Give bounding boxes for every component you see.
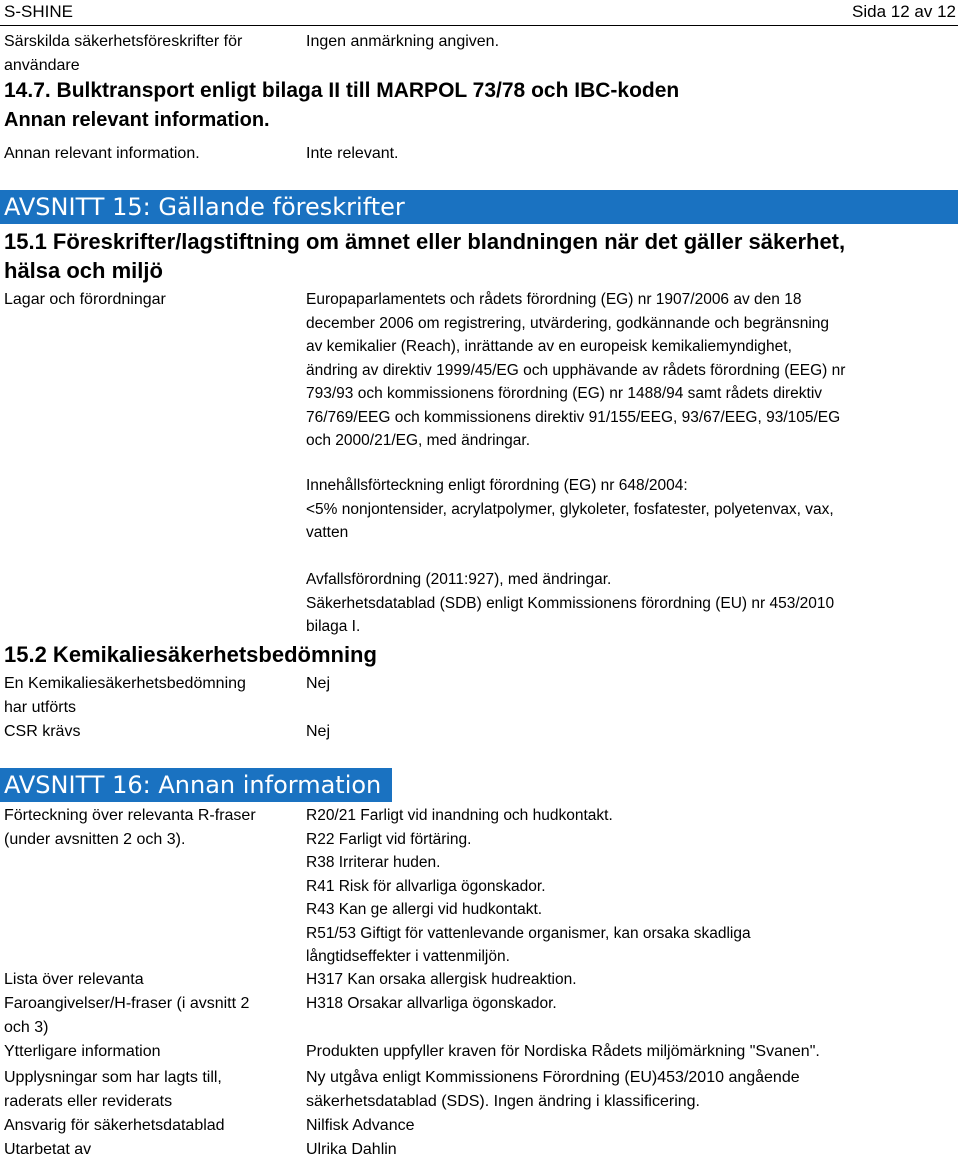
hphrases-label: Lista över relevanta Faroangivelser/H-fraser (i avsnitt 2 och 3) <box>4 971 250 1036</box>
section-15-band: AVSNITT 15: Gällande föreskrifter <box>0 190 958 224</box>
updates-value: Ny utgåva enligt Kommissionens Förordning (EU)453/2010 angående säkerhetsdatablad (SDS). Ingen ändring i klassificering. <box>306 1069 800 1110</box>
list-item: H317 Kan orsaka allergisk hudreaktion. <box>306 971 577 988</box>
section-14-7-heading: 14.7. Bulktransport enligt bilaga II till MARPOL 73/78 och IBC-koden <box>4 79 680 102</box>
section-15-2-heading: 15.2 Kemikaliesäkerhetsbedömning <box>4 642 377 667</box>
laws-paragraph-1: Europaparlamentets och rådets förordning (EG) nr 1907/2006 av den 18 december 2006 om registrering, utvärdering, godkännande och begränsning av kemikalier (Reach), inrättande av en europeisk kemikaliemyndighet, ändring av direktiv 1999/45/EG och upphävande av rådets förordning (EEG) nr 793/93 och kommissionens förordning (EG) nr 1488/94 samt rådets direktiv 76/769/EEG och kommissionens direktiv 91/155/EEG, 93/67/EEG, 93/105/EG och 2000/21/EG, med ändringar. <box>306 291 846 449</box>
csa-value: Nej <box>306 675 331 692</box>
prepared-by-value: Ulrika Dahlin <box>306 1141 397 1158</box>
list-item: R51/53 Giftigt för vattenlevande organismer, kan orsaka skadliga <box>306 924 751 942</box>
laws-paragraph-3: Avfallsförordning (2011:927), med ändringar. Säkerhetsdatablad (SDB) enligt Kommissionens förordning (EU) nr 453/2010 bilaga I. <box>306 571 835 635</box>
responsible-value: Nilfisk Advance <box>306 1117 415 1134</box>
company-name: S-SHINE <box>4 2 73 21</box>
rphrases-list <box>306 804 751 969</box>
page-number: Sida 12 av 12 <box>852 2 956 21</box>
relevant-info-label: Annan relevant information. <box>4 145 200 162</box>
laws-paragraph-2: Innehållsförteckning enligt förordning (EG) nr 648/2004: <5% nonjontensider, acrylatpolymer, glykoleter, fosfatester, polyetenvax, vax, vatten <box>306 477 834 541</box>
special-precautions-label: Särskilda säkerhetsföreskrifter för användare <box>4 33 243 74</box>
extra-info-label: Ytterligare information <box>4 1043 161 1060</box>
prepared-by-label: Utarbetat av <box>4 1141 92 1158</box>
list-item: R22 Farligt vid förtäring. <box>306 830 472 848</box>
list-item: R38 Irriterar huden. <box>306 854 441 871</box>
section-16-band: AVSNITT 16: Annan information <box>0 768 392 802</box>
responsible-label: Ansvarig för säkerhetsdatablad <box>4 1117 225 1134</box>
csr-value: Nej <box>306 723 331 740</box>
csr-label: CSR krävs <box>4 723 81 740</box>
special-precautions-value: Ingen anmärkning angiven. <box>306 33 500 50</box>
list-item: R41 Risk för allvarliga ögonskador. <box>306 877 546 895</box>
list-item: R43 Kan ge allergi vid hudkontakt. <box>306 901 543 918</box>
relevant-info-value: Inte relevant. <box>306 145 399 162</box>
list-item: långtidseffekter i vattenmiljön. <box>306 948 510 965</box>
extra-info-value: Produkten uppfyller kraven för Nordiska Rådets miljömärkning "Svanen". <box>306 1043 820 1060</box>
laws-label: Lagar och förordningar <box>4 291 166 308</box>
section-15-1-heading: 15.1 Föreskrifter/lagstiftning om ämnet eller blandningen när det gäller säkerhet, hälsa och miljö <box>4 229 846 283</box>
header-rule <box>0 25 958 26</box>
hphrases-list <box>306 968 577 1015</box>
rphrases-label: Förteckning över relevanta R-fraser (under avsnitten 2 och 3). <box>4 807 256 848</box>
list-item: R20/21 Farligt vid inandning och hudkontakt. <box>306 807 613 824</box>
section-14-7-subheading: Annan relevant information. <box>4 109 270 131</box>
list-item: H318 Orsakar allvarliga ögonskador. <box>306 994 557 1012</box>
updates-label: Upplysningar som har lagts till, raderats eller reviderats <box>4 1069 222 1110</box>
csa-label: En Kemikaliesäkerhetsbedömning har utförts <box>4 675 246 716</box>
